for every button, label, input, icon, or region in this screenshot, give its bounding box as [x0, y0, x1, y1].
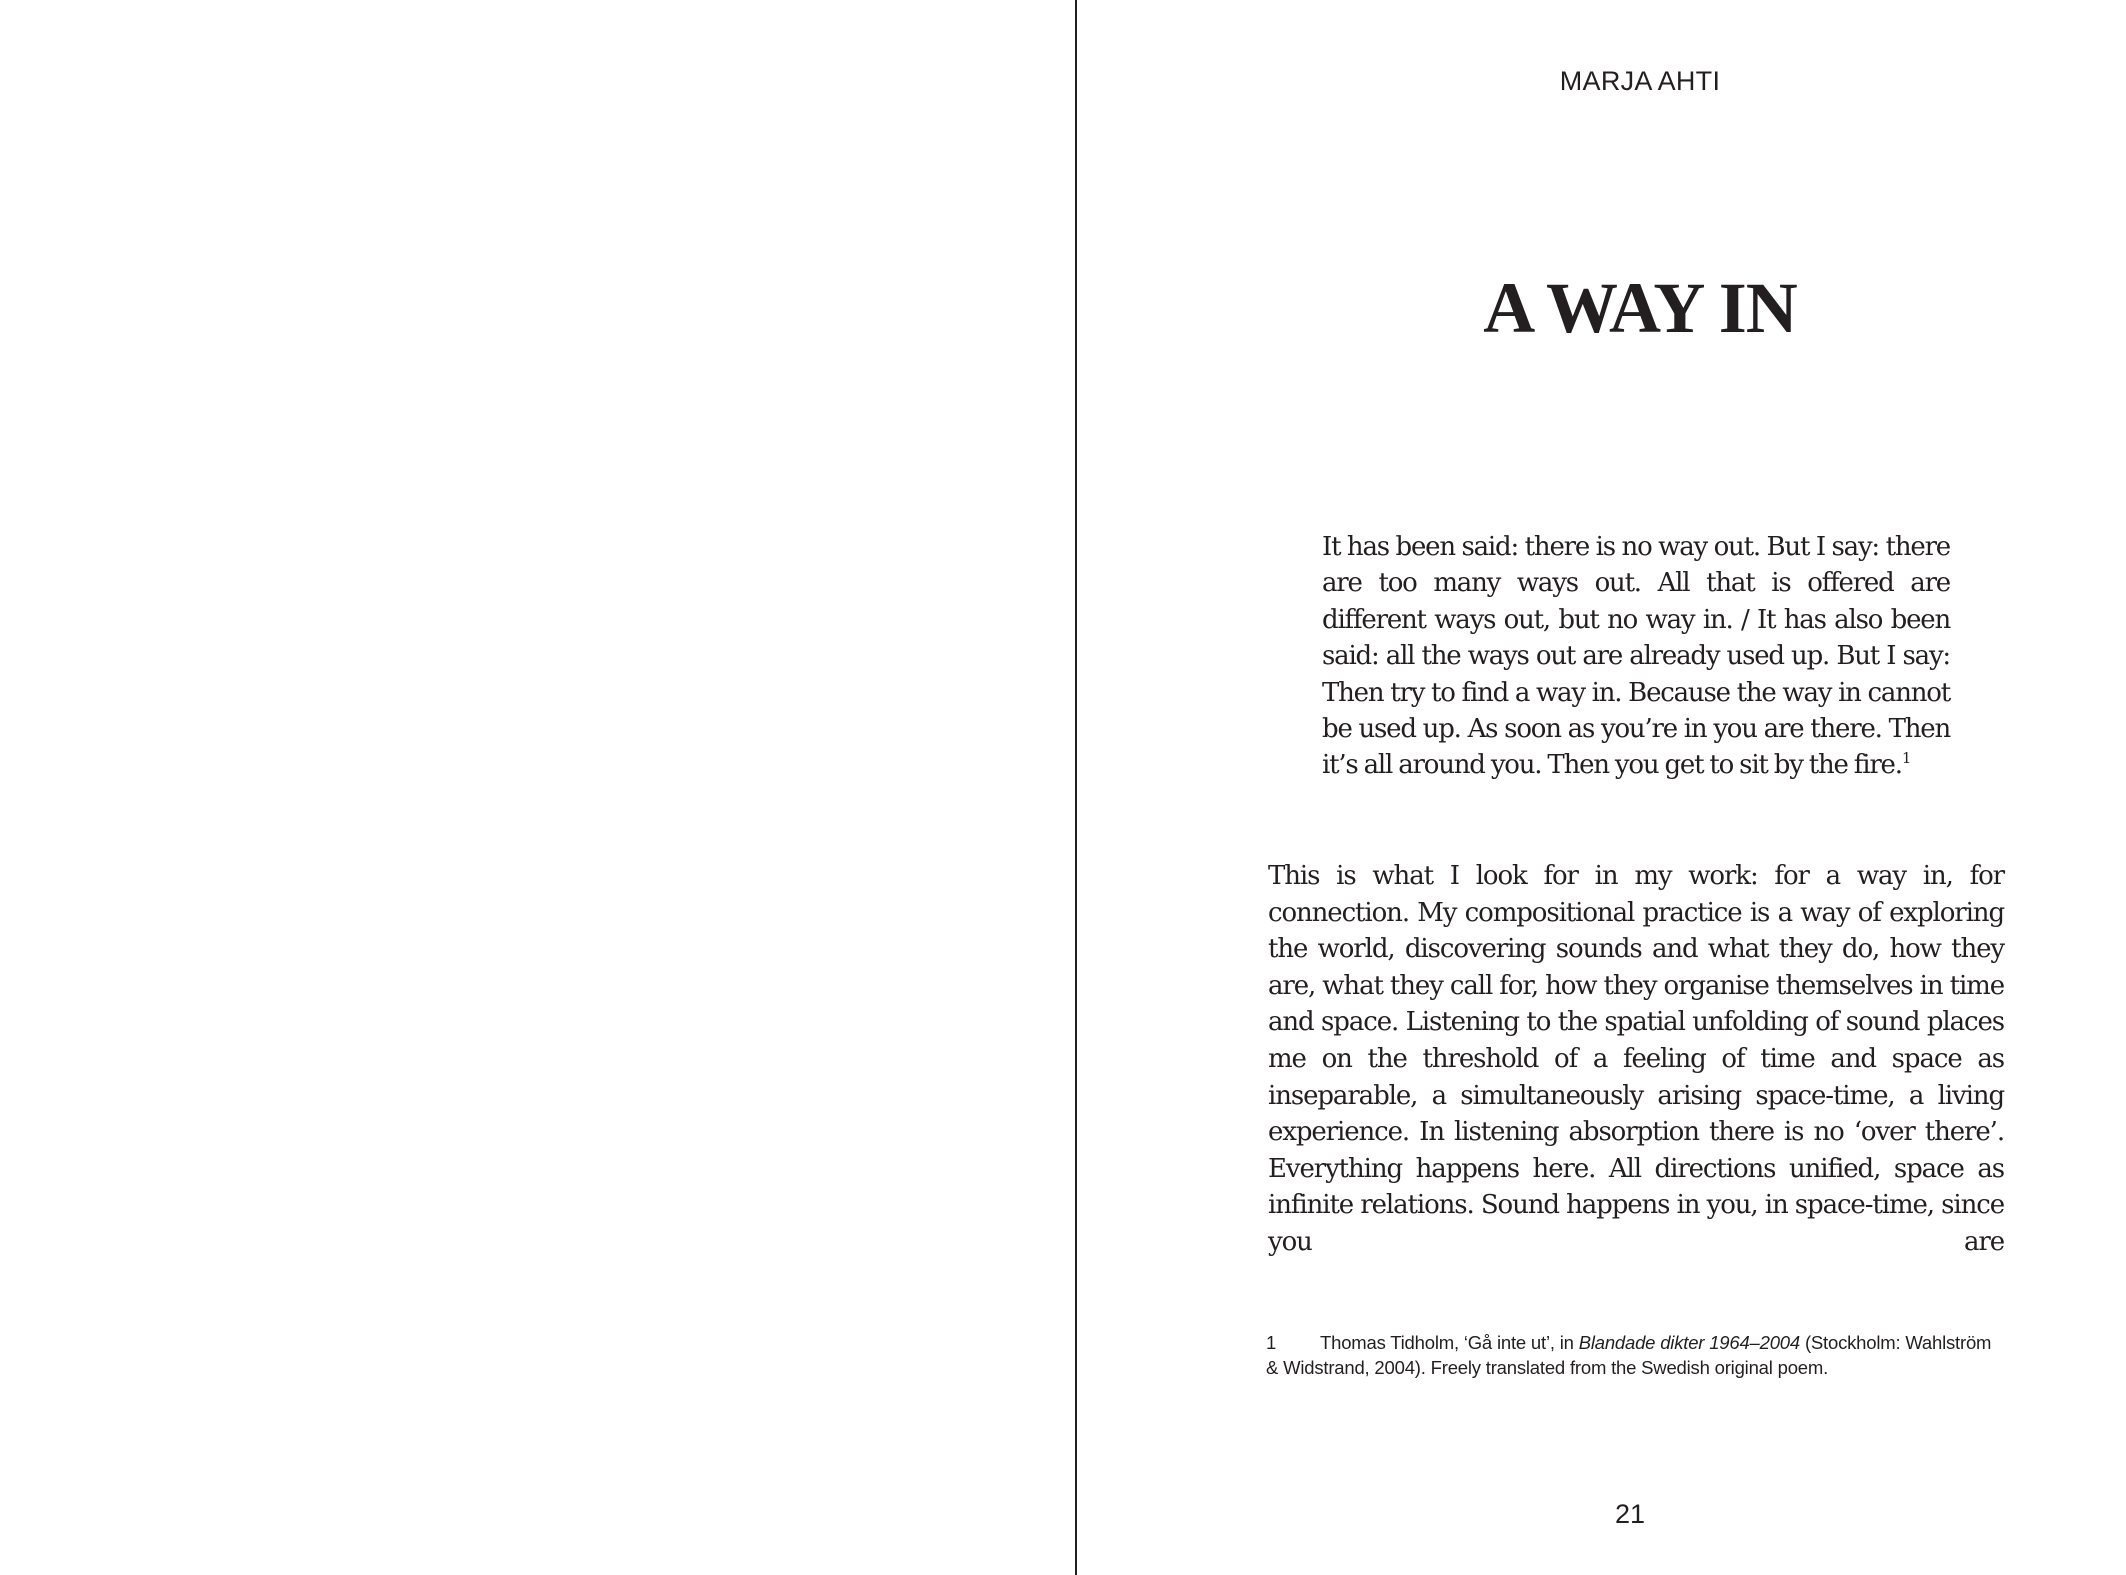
footnote: [1266, 1331, 2006, 1380]
footnote-number: 1: [1266, 1332, 1277, 1353]
running-head-author: MARJA AHTI: [1559, 66, 1721, 96]
footnote-book-title: Blandade dikter 1964–2004: [1578, 1332, 1800, 1353]
footnote-text-before: Thomas Tidholm, ‘Gå inte ut’, in: [1320, 1332, 1579, 1353]
body-paragraph: This is what I look for in my work: for a way in, for connection. My compositional practice is a way of exploring the world, discovering sounds and what they do, how they are, what they call for, how they organise themselves in time and space. Listening to the spatial unfolding of sound places me on the threshold of a feeling of time and space as inseparable, a simultaneously arising space-time, a living experience. In listening absorption there is no ‘over there’. Everything happens here. All directions unified, space as infinite relations. Sound happens in you, in space-time, since you are: [1268, 861, 2004, 1257]
epigraph-text: It has been said: there is no way out. But I say: there are too many ways out. All that is offered are different ways out, but no way in. / It has also been said: all the ways out are already used up. But I say: Then try to find a way in. Because the way in cannot be used up. As soon as you’re in you are there. Then it’s all around you. Then you get to sit by the fire.: [1322, 532, 1950, 781]
footnote-text-after: (Stockholm: Wahlström & Widstrand, 2004). Freely translated from the Swedish original poem.: [1266, 1332, 1992, 1378]
page-number: 21: [1614, 1499, 1646, 1529]
footnote-reference[interactable]: 1: [1901, 749, 1912, 768]
epigraph-quote: [1322, 529, 1950, 784]
chapter-title: A WAY IN: [1483, 268, 1797, 348]
